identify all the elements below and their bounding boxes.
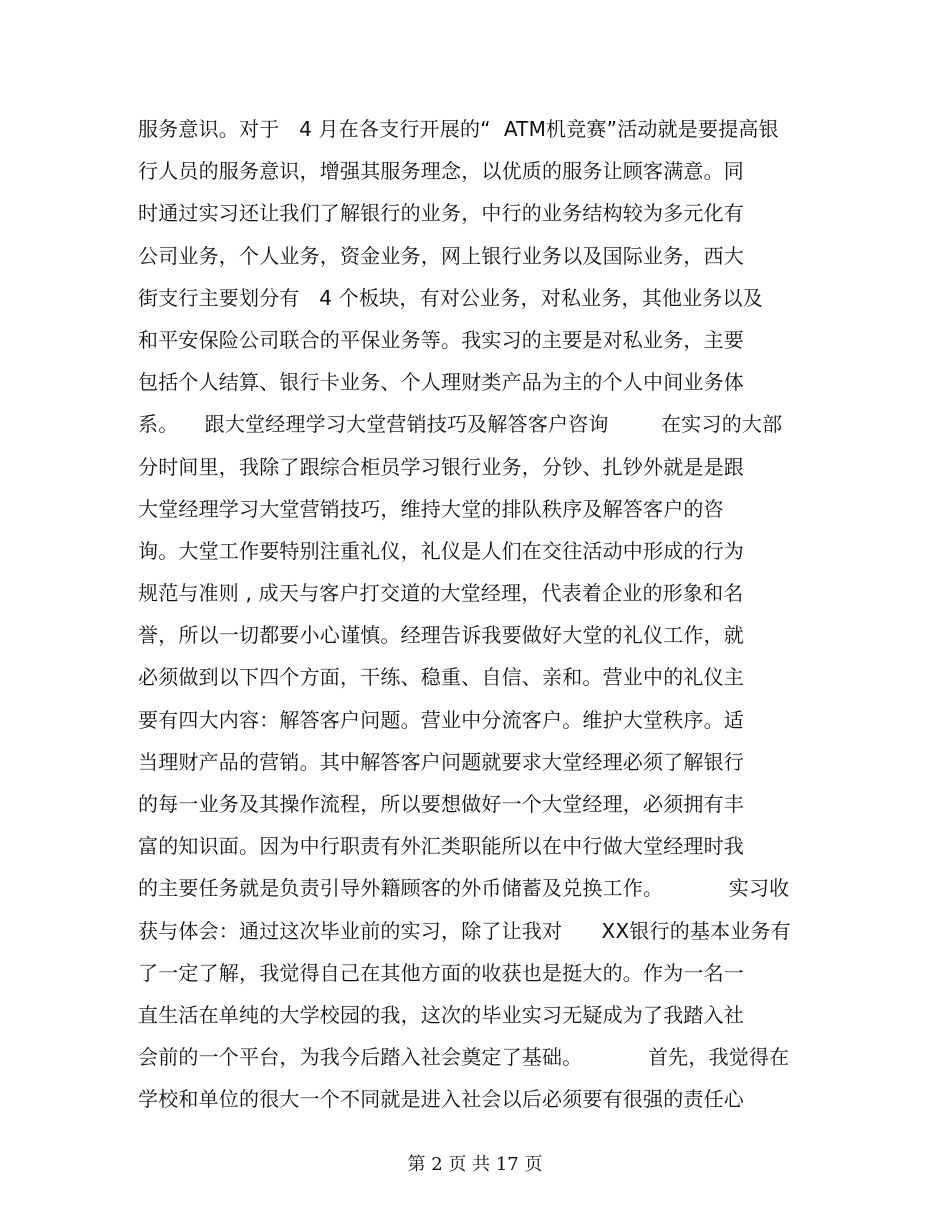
text-line-5: 街支行主要划分有 4 个板块，有对公业务，对私业务，其他业务以及	[138, 285, 763, 310]
text-line-10: 大堂经理学习大堂营销技巧，维持大堂的排队秩序及解答客户的咨	[138, 496, 724, 521]
text-line-14: 必须做到以下四个方面，干练、稳重、自信、亲和。营业中的礼仪主	[138, 665, 744, 690]
text-line-9: 分时间里，我除了跟综合柜员学习银行业务，分钞、扎钞外就是是跟	[138, 454, 744, 479]
text-line-13: 誉，所以一切都要小心谨慎。经理告诉我要做好大堂的礼仪工作，就	[138, 623, 744, 648]
text-line-7: 包括个人结算、银行卡业务、个人理财类产品为主的个人中间业务体	[138, 370, 744, 395]
text-line-22: 直生活在单纯的大学校园的我，这次的毕业实习无疑成为了我踏入社	[138, 1002, 744, 1027]
text-line-21: 了一定了解，我觉得自己在其他方面的收获也是挺大的。作为一名一	[138, 960, 744, 985]
text-line-20: 获与体会：通过这次毕业前的实习，除了让我对 XX银行的基本业务有	[138, 918, 791, 943]
text-line-16: 当理财产品的营销。其中解答客户问题就要求大堂经理必须了解银行	[138, 749, 744, 774]
body-text	[138, 108, 818, 1121]
text-line-12: 规范与准则 , 成天与客户打交道的大堂经理，代表着企业的形象和名	[138, 581, 744, 606]
text-line-11: 询。大堂工作要特别注重礼仪，礼仪是人们在交往活动中形成的行为	[138, 538, 744, 563]
text-line-19: 的主要任务就是负责引导外籍顾客的外币储蓄及兑换工作。 实习收	[138, 876, 790, 901]
text-line-23: 会前的一个平台，为我今后踏入社会奠定了基础。 首先，我觉得在	[138, 1045, 790, 1070]
text-line-6: 和平安保险公司联合的平保业务等。我实习的主要是对私业务，主要	[138, 327, 744, 352]
text-line-17: 的每一业务及其操作流程，所以要想做好一个大堂经理，必须拥有丰	[138, 792, 744, 816]
text-line-1: 服务意识。对于 4 月在各支行开展的“ ATM机竞赛”活动就是要提高银	[138, 117, 779, 141]
text-line-2: 行人员的服务意识，增强其服务理念，以优质的服务让顾客满意。同	[138, 159, 744, 184]
text-line-18: 富的知识面。因为中行职责有外汇类职能所以在中行做大堂经理时我	[138, 834, 744, 859]
text-line-15: 要有四大内容：解答客户问题。营业中分流客户。维护大堂秩序。适	[138, 707, 744, 732]
text-line-3: 时通过实习还让我们了解银行的业务，中行的业务结构较为多元化有	[138, 201, 744, 226]
text-line-24: 学校和单位的很大一个不同就是进入社会以后必须要有很强的责任心	[138, 1087, 744, 1112]
text-line-4: 公司业务，个人业务，资金业务，网上银行业务以及国际业务，西大	[138, 243, 744, 268]
page-number-footer: 第 2 页 共 17 页	[407, 1154, 543, 1175]
text-line-8: 系。 跟大堂经理学习大堂营销技巧及解答客户咨询 在实习的大部	[138, 412, 783, 437]
